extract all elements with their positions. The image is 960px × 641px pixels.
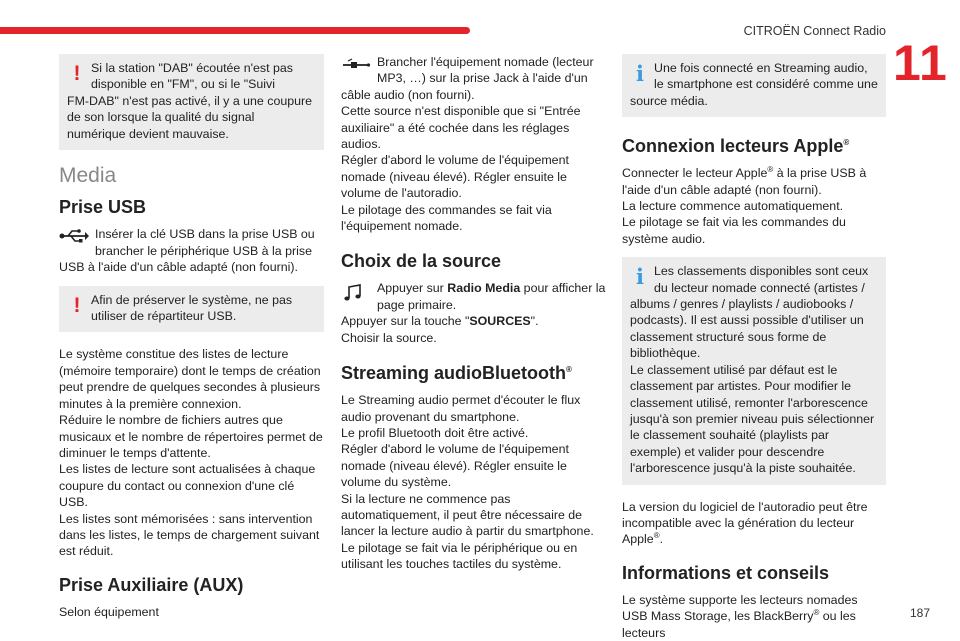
- heading-info: Informations et conseils: [622, 562, 830, 583]
- header-accent-bar: [0, 27, 470, 34]
- jack-instruction: [341, 54, 606, 87]
- section-title-media: Media: [59, 164, 117, 188]
- source-instruction: [341, 280, 606, 313]
- warning-icon: !: [73, 62, 81, 85]
- note-text: Une fois connecté en Streaming audio, le smartphone est considéré comme une: [654, 61, 878, 92]
- aux-text: Selon équipement: [59, 604, 159, 619]
- note-text: FM-DAB" n'est pas activé, il y a une coupure de son lorsque la qualité du signal numérique devient mauvaise.: [67, 93, 313, 141]
- info-note-streaming: [622, 54, 886, 117]
- music-note-icon: [341, 284, 371, 302]
- page-number: 187: [909, 606, 930, 620]
- note-text: Les classements disponibles sont ceux du lecteur nomade connecté (artistes /: [654, 264, 869, 295]
- usb-text: Insérer la clé USB dans la prise USB ou brancher le périphérique USB à la prise: [95, 227, 315, 258]
- column-1: [59, 54, 324, 620]
- header-title: CITROËN Connect Radio: [743, 24, 886, 38]
- source-text: Choisir la source.: [341, 330, 437, 345]
- note-text: albums / genres / playlists / audiobooks / podcasts). Il est aussi possible d'utiliser un classement structuré sous forme de bibliothèque. Le classement utilisé par défaut est le classement par artistes. Pour modifier le classement utilisé, remonter l'arborescence jusqu'à son premier niveau puis sélectionner le classement souhaité (playlists par exemple) et valider pour descendre l'arborescence jusqu'à la piste souhaitée.: [630, 297, 875, 476]
- usb-text: USB à l'aide d'un câble adapté (non fourni).: [59, 260, 298, 275]
- info-icon: i: [636, 264, 644, 290]
- column-2: [341, 54, 606, 573]
- note-text: Afin de préserver le système, ne pas utiliser de répartiteur USB.: [91, 292, 293, 324]
- usb-instruction: [59, 226, 324, 259]
- info-text: Le système supporte les lecteurs nomades USB Mass Storage, les BlackBerry® ou les lecteurs: [622, 592, 858, 640]
- usb-body-text: Le système constitue des listes de lecture (mémoire temporaire) dont le temps de création peut prendre de quelques secondes à plusieurs minutes à la première connexion. Réduire le nombre de fichiers autres que musicaux et le nombre de répertoires permet de diminuer le temps d'attente. Les listes de lecture sont actualisées à chaque coupure du contact ou connexion d'une clé USB. Les listes sont mémorisées : sans intervention dans les listes, le temps de chargement suivant est réduit.: [59, 347, 323, 559]
- jack-text: câble audio (non fourni). Cette source n'est disponible que si "Entrée auxiliaire" a été cochée dans les réglages audios. Régler d'abord le volume de l'équipement nomade (niveau élevé). Régler ensuite le volume de l'autoradio. Le pilotage des commandes se fait via l'équipement nomade.: [341, 87, 581, 234]
- heading-usb: Prise USB: [59, 197, 147, 218]
- info-icon: i: [636, 61, 644, 86]
- jack-plug-icon: [341, 56, 371, 72]
- warning-icon: !: [73, 293, 81, 317]
- heading-apple: Connexion lecteurs Apple®: [622, 136, 850, 157]
- usb-icon: [59, 228, 89, 244]
- apple-text: Connecter le lecteur Apple® à la prise USB à l'aide d'un câble adapté (non fourni). La lecture commence automatiquement. Le pilotage se fait via les commandes du système audio.: [622, 165, 867, 246]
- source-text: Appuyer sur la touche "SOURCES".: [341, 314, 539, 329]
- chapter-number: 11: [893, 35, 948, 91]
- heading-aux: Prise Auxiliaire (AUX): [59, 574, 244, 595]
- heading-source: Choix de la source: [341, 251, 502, 272]
- warning-note-dab: [59, 54, 324, 150]
- info-note-classification: [622, 257, 886, 484]
- version-text: La version du logiciel de l'autoradio peut être incompatible avec la génération du lecteur Apple®.: [622, 499, 868, 547]
- note-text: Si la station "DAB" écoutée n'est pas disponible en "FM", ou si le "Suivi: [91, 61, 293, 92]
- source-text: Appuyer sur Radio Media pour afficher la page primaire.: [377, 281, 606, 312]
- note-text: source média.: [630, 93, 708, 108]
- heading-bluetooth: Streaming audioBluetooth®: [341, 363, 572, 384]
- jack-text: Brancher l'équipement nomade (lecteur MP3, …) sur la prise Jack à l'aide d'un: [377, 55, 594, 86]
- bluetooth-text: Le Streaming audio permet d'écouter le flux audio provenant du smartphone. Le profil Bluetooth doit être activé. Régler d'abord le volume de l'équipement nomade (niveau élevé). Régler ensuite le volume du système. Si la lecture ne commence pas automatiquement, il peut être nécessaire de lancer la lecture audio à partir du smartphone. Le pilotage se fait via le périphérique ou en utilisant les touches tactiles du système.: [341, 393, 594, 572]
- warning-note-usb-hub: [59, 286, 324, 333]
- column-3: [622, 54, 886, 641]
